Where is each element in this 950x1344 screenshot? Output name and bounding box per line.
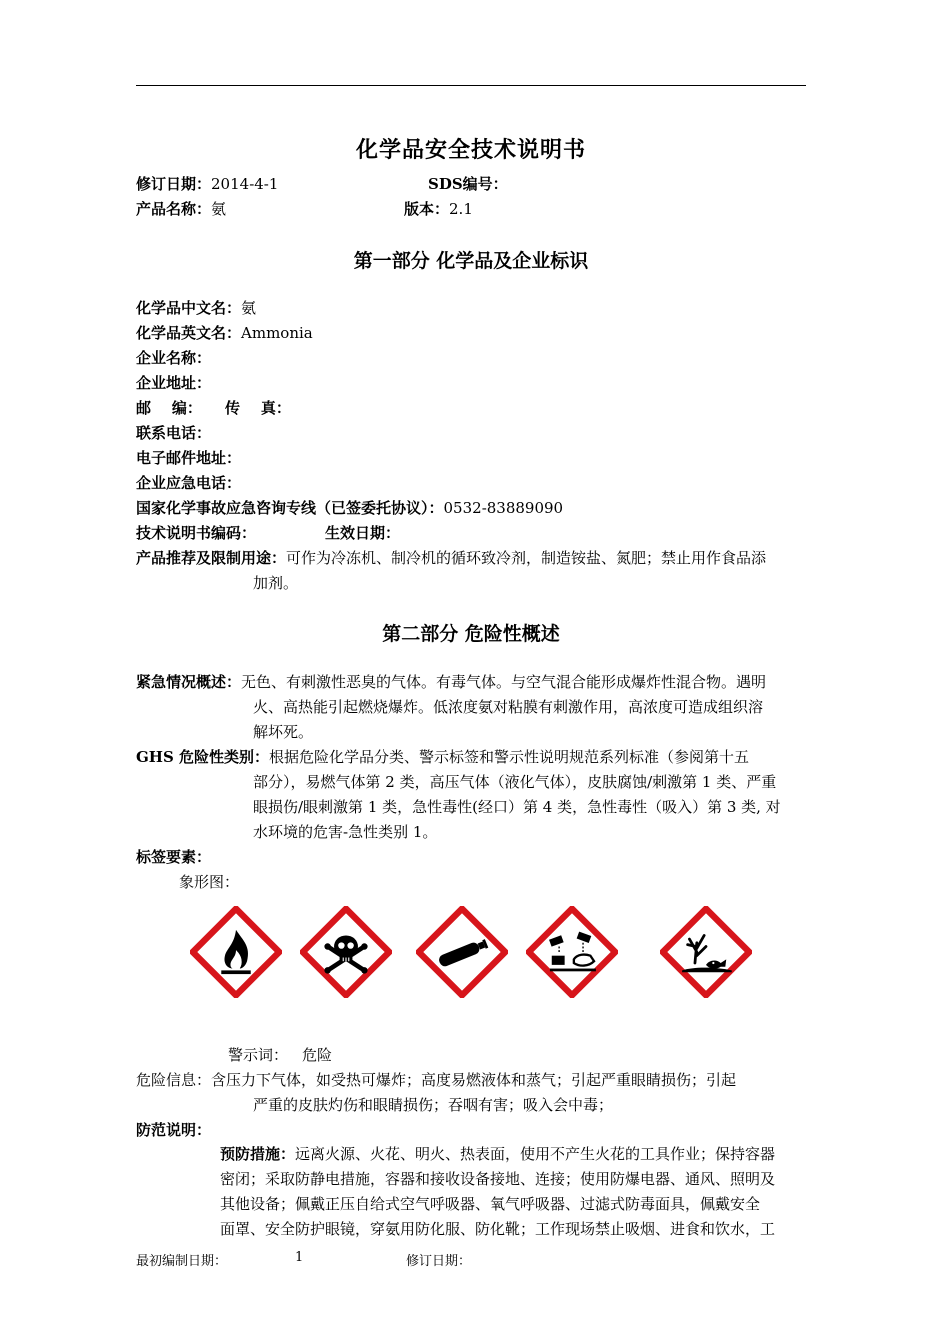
product-name-line bbox=[136, 198, 226, 220]
hotline-value: 0532-83889090 bbox=[443, 499, 564, 517]
signal-word-label: 警示词： bbox=[228, 1046, 289, 1064]
environment-icon bbox=[660, 906, 752, 998]
fax-label: 传 真： bbox=[225, 399, 291, 417]
label-elements-label: 标签要素： bbox=[136, 848, 212, 866]
usage-paragraph bbox=[136, 546, 806, 571]
footer-initial-date-label: 最初编制日期： bbox=[136, 1254, 228, 1269]
hazard-line-2: 严重的皮肤灼伤和眼睛损伤；吞咽有害；吸入会中毒； bbox=[253, 1096, 614, 1114]
revision-date-value: 2014-4-1 bbox=[211, 175, 279, 193]
section2-title: 第二部分 危险性概述 bbox=[382, 623, 560, 645]
ghs-pictograms bbox=[190, 906, 760, 998]
corrosion-icon bbox=[526, 906, 618, 998]
sds-number-line bbox=[428, 173, 508, 195]
footer-revision-date-label: 修订日期： bbox=[406, 1254, 472, 1269]
usage-line-2: 加剂。 bbox=[253, 574, 299, 592]
email-label: 电子邮件地址： bbox=[136, 449, 242, 467]
prevention-line-3: 其他设备；佩戴正压自给式空气呼吸器、氧气呼吸器、过滤式防毒面具，佩戴安全 bbox=[220, 1195, 761, 1213]
section1-title: 第一部分 化学品及企业标识 bbox=[353, 250, 589, 272]
emergency-line-2: 火、高热能引起燃烧爆炸。低浓度氨对粘膜有刺激作用，高浓度可造成组织溶 bbox=[253, 698, 764, 716]
postcode-label: 邮 编： bbox=[136, 399, 202, 417]
ghs-line-3: 眼损伤/眼刺激第 1 类，急性毒性(经口）第 4 类，急性毒性（吸入）第 3 类, 对 bbox=[253, 798, 781, 816]
ghs-label: GHS 危险性类别： bbox=[136, 748, 270, 766]
signal-word-line bbox=[228, 1044, 332, 1066]
prevention-label: 预防措施： bbox=[220, 1145, 296, 1163]
cn-name-line bbox=[136, 297, 256, 319]
emergency-overview-label: 紧急情况概述： bbox=[136, 673, 242, 691]
hotline-line bbox=[136, 497, 563, 519]
cn-name-label: 化学品中文名： bbox=[136, 299, 242, 317]
revision-date-line bbox=[136, 173, 278, 195]
sds-number-label: SDS编号： bbox=[428, 175, 508, 193]
prevention-line-1: 远离火源、火花、明火、热表面，使用不产生火花的工具作业；保持容器 bbox=[295, 1145, 776, 1163]
version-line bbox=[404, 198, 473, 220]
emergency-phone-label: 企业应急电话： bbox=[136, 474, 242, 492]
company-name-label: 企业名称： bbox=[136, 349, 212, 367]
signal-word-value: 危险 bbox=[302, 1046, 333, 1064]
precaution-label: 防范说明： bbox=[136, 1121, 212, 1139]
gas-cylinder-icon bbox=[416, 906, 508, 998]
usage-label: 产品推荐及限制用途： bbox=[136, 549, 287, 567]
hazard-paragraph bbox=[136, 1068, 806, 1093]
phone-label: 联系电话： bbox=[136, 424, 212, 442]
hotline-label: 国家化学事故应急咨询专线（已签委托协议）： bbox=[136, 499, 444, 517]
hazard-line-1: 含压力下气体，如受热可爆炸；高度易燃液体和蒸气；引起严重眼睛损伤；引起 bbox=[211, 1071, 737, 1089]
en-name-value: Ammonia bbox=[241, 324, 313, 342]
ghs-paragraph bbox=[136, 745, 806, 770]
usage-line-1: 可作为冷冻机、制冷机的循环致冷剂，制造铵盐、氮肥；禁止用作食品添 bbox=[286, 549, 767, 567]
skull-crossbones-icon bbox=[300, 906, 392, 998]
hazard-label: 危险信息： bbox=[136, 1071, 212, 1089]
header-rule bbox=[136, 85, 806, 86]
effective-date-label: 生效日期： bbox=[325, 524, 401, 542]
ghs-line-4: 水环境的危害-急性类别 1。 bbox=[253, 823, 438, 841]
company-address-label: 企业地址： bbox=[136, 374, 212, 392]
prevention-line-4: 面罩、安全防护眼镜，穿氨用防化服、防化靴；工作现场禁止吸烟、进食和饮水，工 bbox=[220, 1220, 776, 1238]
ghs-line-1: 根据危险化学品分类、警示标签和警示性说明规范系列标准（参阅第十五 bbox=[269, 748, 750, 766]
revision-date-label: 修订日期： bbox=[136, 175, 212, 193]
emergency-line-1: 无色、有刺激性恶臭的气体。有毒气体。与空气混合能形成爆炸性混合物。遇明 bbox=[241, 673, 767, 691]
prevention-paragraph bbox=[220, 1142, 806, 1167]
prevention-line-2: 密闭；采取防静电措施，容器和接收设备接地、连接；使用防爆电器、通风、照明及 bbox=[220, 1170, 776, 1188]
footer-page-number: 1 bbox=[295, 1250, 304, 1265]
version-value: 2.1 bbox=[449, 200, 473, 218]
cn-name-value: 氨 bbox=[241, 299, 257, 317]
product-name-label: 产品名称： bbox=[136, 200, 212, 218]
document-title: 化学品安全技术说明书 bbox=[355, 137, 586, 163]
flame-icon bbox=[190, 906, 282, 998]
version-label: 版本： bbox=[404, 200, 450, 218]
ghs-line-2: 部分），易燃气体第 2 类，高压气体（液化气体），皮肤腐蚀/刺激第 1 类、严重 bbox=[253, 773, 777, 791]
en-name-label: 化学品英文名： bbox=[136, 324, 242, 342]
pictogram-label: 象形图： bbox=[179, 873, 240, 891]
en-name-line bbox=[136, 322, 313, 344]
emergency-line-3: 解坏死。 bbox=[253, 723, 314, 741]
sds-code-label: 技术说明书编码： bbox=[136, 524, 257, 542]
product-name-value: 氨 bbox=[211, 200, 227, 218]
emergency-overview-paragraph bbox=[136, 670, 806, 695]
